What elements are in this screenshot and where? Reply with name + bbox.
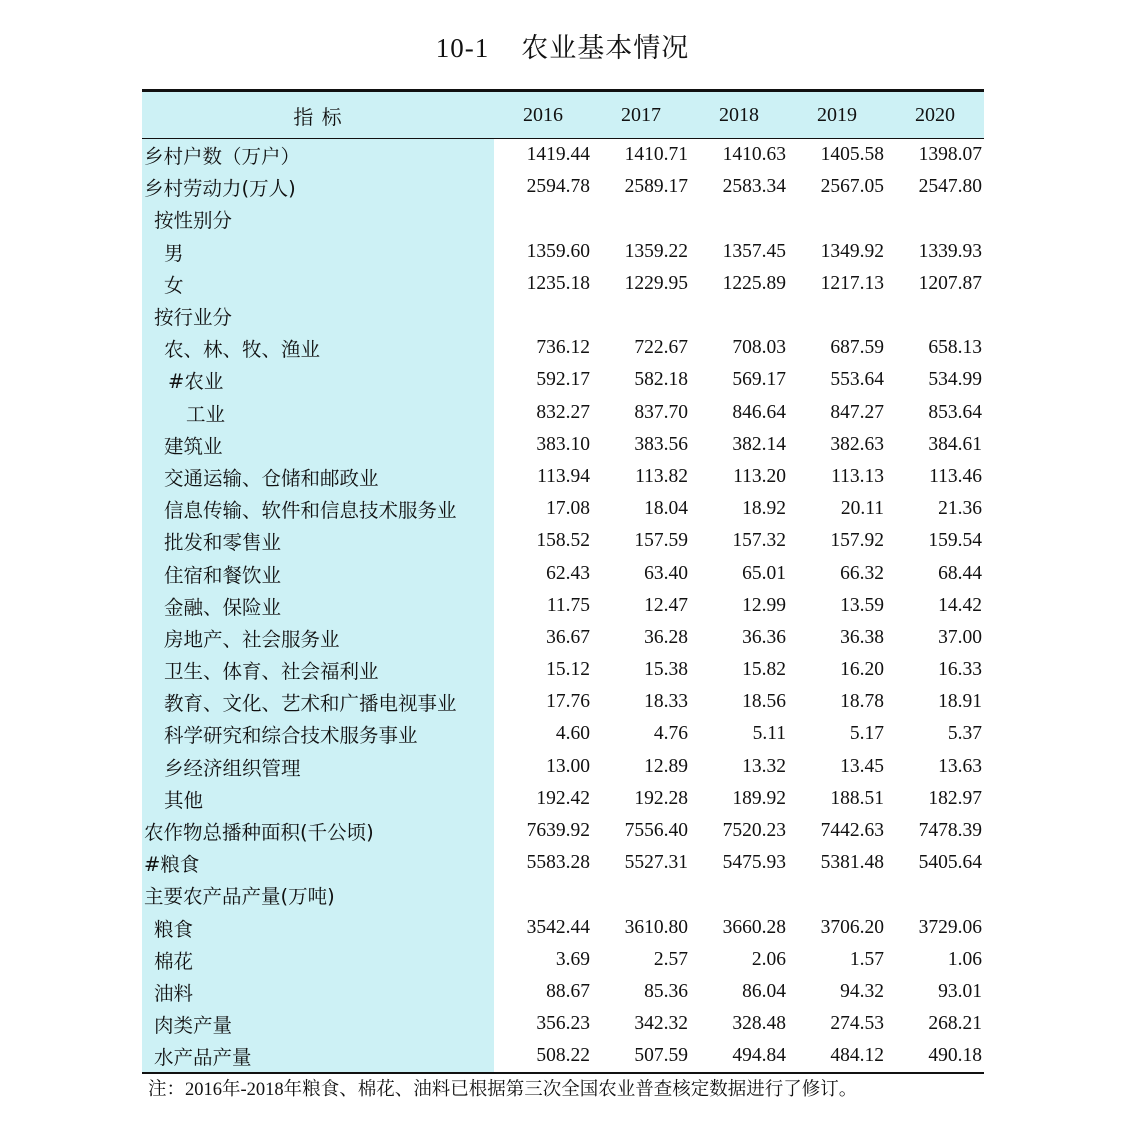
row-values [494, 397, 984, 429]
table-cell: 1.06 [947, 948, 982, 970]
table-cell: 687.59 [830, 337, 884, 359]
page-title [0, 26, 1125, 65]
row-label: #农业 [142, 364, 494, 396]
table-cell: 113.20 [733, 465, 786, 487]
table-cell: 3706.20 [820, 916, 884, 938]
row-label: 建筑业 [142, 429, 494, 461]
row-label: 科学研究和综合技术服务事业 [142, 718, 494, 750]
table-cell: 18.56 [742, 691, 786, 713]
year-header: 2020 [915, 103, 955, 126]
row-label: 棉花 [142, 944, 494, 976]
table-cell: 832.27 [536, 401, 590, 423]
table-cell: 534.99 [928, 369, 982, 391]
table-row [142, 171, 984, 203]
row-label: 女 [142, 268, 494, 300]
table-cell: 1359.60 [526, 240, 590, 262]
table-cell: 188.51 [830, 787, 884, 809]
row-values [494, 429, 984, 461]
table-cell: 113.94 [537, 465, 590, 487]
table-cell: 5527.31 [624, 852, 688, 874]
table-cell: 2547.80 [918, 176, 982, 198]
table-cell: 15.82 [742, 659, 786, 681]
table-cell: 15.38 [644, 659, 688, 681]
row-values [494, 912, 984, 944]
table-cell: 13.59 [840, 594, 884, 616]
table-cell: 384.61 [928, 433, 982, 455]
row-values [494, 783, 984, 815]
table-cell: 7556.40 [624, 820, 688, 842]
table-cell: 268.21 [928, 1013, 982, 1035]
row-values [494, 236, 984, 268]
table-row [142, 654, 984, 686]
table-cell: 86.04 [742, 980, 786, 1002]
row-label: 交通运输、仓储和邮政业 [142, 461, 494, 493]
year-header: 2017 [621, 103, 661, 126]
row-label: 按性别分 [142, 203, 494, 235]
table-cell: 18.04 [644, 498, 688, 520]
table-cell [788, 300, 886, 332]
table-cell: 21.36 [938, 498, 982, 520]
table-cell [494, 879, 592, 911]
table-cell: 16.33 [938, 659, 982, 681]
table-cell: 4.76 [653, 723, 688, 745]
table-cell: 5405.64 [918, 852, 982, 874]
table-row [142, 751, 984, 783]
table-cell: 3.69 [555, 948, 590, 970]
table-cell: 15.12 [546, 659, 590, 681]
row-label: 男 [142, 236, 494, 268]
row-values [494, 622, 984, 654]
table-row [142, 879, 984, 911]
table-cell: 736.12 [536, 337, 590, 359]
table-row [142, 461, 984, 493]
table-cell [592, 300, 690, 332]
footnote-text: 粮食、棉花、油料已根据第三次全国农业普查核定数据进行了修订。 [302, 1079, 858, 1100]
table-cell: 62.43 [546, 562, 590, 584]
table-cell: 88.67 [546, 980, 590, 1002]
row-label: 其他 [142, 783, 494, 815]
row-values [494, 461, 984, 493]
table-cell: 20.11 [840, 498, 884, 520]
table-cell: 17.08 [546, 498, 590, 520]
table-cell: 189.92 [732, 787, 786, 809]
table-cell: 494.84 [732, 1045, 786, 1067]
row-values [494, 364, 984, 396]
table-cell: 36.36 [742, 626, 786, 648]
table-cell: 274.53 [830, 1013, 884, 1035]
table-cell: 36.67 [546, 626, 590, 648]
table-cell: 1419.44 [526, 144, 590, 166]
table-cell: 18.92 [742, 498, 786, 520]
table-cell: 36.28 [644, 626, 688, 648]
table-row [142, 847, 984, 879]
table-cell: 1349.92 [820, 240, 884, 262]
table-row [142, 332, 984, 364]
table-cell: 507.59 [634, 1045, 688, 1067]
row-label: #粮食 [142, 847, 494, 879]
table-cell: 14.42 [938, 594, 982, 616]
table-cell: 5.17 [849, 723, 884, 745]
table-number: 10-1 [435, 33, 490, 63]
row-label: 乡经济组织管理 [142, 751, 494, 783]
table-cell: 16.20 [840, 659, 884, 681]
row-label: 乡村户数（万户） [142, 139, 494, 171]
table-cell: 846.64 [732, 401, 786, 423]
year-header: 2018 [719, 103, 759, 126]
table-cell: 382.63 [830, 433, 884, 455]
table-row [142, 397, 984, 429]
table-title: 农业基本情况 [521, 33, 690, 64]
table-cell: 569.17 [732, 369, 786, 391]
row-values [494, 815, 984, 847]
table-cell: 17.76 [546, 691, 590, 713]
table-row [142, 429, 984, 461]
table-cell: 68.44 [938, 562, 982, 584]
row-values [494, 332, 984, 364]
row-values [494, 268, 984, 300]
row-values [494, 1040, 984, 1072]
table-row [142, 976, 984, 1008]
row-label: 住宿和餐饮业 [142, 557, 494, 589]
row-label: 肉类产量 [142, 1008, 494, 1040]
table-cell: 5381.48 [820, 852, 884, 874]
row-label: 按行业分 [142, 300, 494, 332]
table-cell [788, 203, 886, 235]
table-cell: 36.38 [840, 626, 884, 648]
table-cell: 85.36 [644, 980, 688, 1002]
table-cell: 63.40 [644, 562, 688, 584]
table-cell: 722.67 [634, 337, 688, 359]
table-cell: 5475.93 [722, 852, 786, 874]
row-values [494, 557, 984, 589]
table-cell: 13.00 [546, 755, 590, 777]
table-cell: 847.27 [830, 401, 884, 423]
table-row [142, 944, 984, 976]
row-label: 主要农产品产量(万吨) [142, 879, 494, 911]
table-row [142, 236, 984, 268]
row-label: 房地产、社会服务业 [142, 622, 494, 654]
row-values [494, 976, 984, 1008]
table-cell: 2589.17 [624, 176, 688, 198]
row-values [494, 847, 984, 879]
row-label: 农作物总播种面积(千公顷) [142, 815, 494, 847]
table-cell: 553.64 [830, 369, 884, 391]
table-cell: 158.52 [536, 530, 590, 552]
table-cell: 1217.13 [820, 272, 884, 294]
table-cell: 328.48 [732, 1013, 786, 1035]
table-cell: 7442.63 [820, 820, 884, 842]
table-cell: 182.97 [928, 787, 982, 809]
table-cell: 18.78 [840, 691, 884, 713]
table-cell: 1410.63 [722, 144, 786, 166]
table-cell: 93.01 [938, 980, 982, 1002]
table-cell: 13.63 [938, 755, 982, 777]
table-cell: 658.13 [928, 337, 982, 359]
table-cell [690, 203, 788, 235]
table-cell [494, 300, 592, 332]
table-row [142, 300, 984, 332]
row-label: 金融、保险业 [142, 590, 494, 622]
table-cell [592, 203, 690, 235]
row-label: 乡村劳动力(万人) [142, 171, 494, 203]
table-cell: 113.46 [929, 465, 982, 487]
row-values [494, 654, 984, 686]
row-values [494, 686, 984, 718]
footnote [148, 1075, 857, 1101]
table-cell: 1398.07 [918, 144, 982, 166]
table-cell: 342.32 [634, 1013, 688, 1035]
table-row [142, 557, 984, 589]
table-cell: 5583.28 [526, 852, 590, 874]
table-row [142, 1008, 984, 1040]
table-cell: 382.14 [732, 433, 786, 455]
table-cell: 837.70 [634, 401, 688, 423]
table-cell: 508.22 [536, 1045, 590, 1067]
table-cell: 3542.44 [526, 916, 590, 938]
row-values [494, 590, 984, 622]
table-cell: 65.01 [742, 562, 786, 584]
table-cell: 12.47 [644, 594, 688, 616]
table-cell: 708.03 [732, 337, 786, 359]
table-cell: 1235.18 [526, 272, 590, 294]
table-row [142, 493, 984, 525]
table-cell: 66.32 [840, 562, 884, 584]
row-label: 水产品产量 [142, 1040, 494, 1072]
row-label: 农、林、牧、渔业 [142, 332, 494, 364]
table-cell: 1410.71 [624, 144, 688, 166]
row-values [494, 525, 984, 557]
table-cell: 2567.05 [820, 176, 884, 198]
year-header: 2016 [523, 103, 563, 126]
table-cell: 2583.34 [722, 176, 786, 198]
table-cell: 484.12 [830, 1045, 884, 1067]
table-row [142, 139, 984, 171]
row-label: 教育、文化、艺术和广播电视事业 [142, 686, 494, 718]
row-label: 工业 [142, 397, 494, 429]
table-row [142, 1040, 984, 1072]
table-row [142, 686, 984, 718]
table-header [142, 92, 984, 138]
table-cell: 582.18 [634, 369, 688, 391]
row-values [494, 879, 984, 911]
table-row [142, 912, 984, 944]
table-cell: 7639.92 [526, 820, 590, 842]
table-cell: 4.60 [555, 723, 590, 745]
table-cell [788, 879, 886, 911]
table-cell: 12.89 [644, 755, 688, 777]
table-cell: 356.23 [536, 1013, 590, 1035]
table-cell: 383.10 [536, 433, 590, 455]
table-cell: 18.91 [938, 691, 982, 713]
table-cell: 192.28 [634, 787, 688, 809]
row-values [494, 944, 984, 976]
table-cell: 159.54 [928, 530, 982, 552]
table-cell: 192.42 [536, 787, 590, 809]
row-values [494, 718, 984, 750]
table-cell: 7520.23 [722, 820, 786, 842]
table-cell: 18.33 [644, 691, 688, 713]
table-cell: 1207.87 [918, 272, 982, 294]
table-cell: 37.00 [938, 626, 982, 648]
table-cell [592, 879, 690, 911]
table-row [142, 718, 984, 750]
table-row [142, 525, 984, 557]
table-row [142, 590, 984, 622]
row-label: 信息传输、软件和信息技术服务业 [142, 493, 494, 525]
table-cell [886, 300, 984, 332]
row-values [494, 493, 984, 525]
table-row [142, 783, 984, 815]
table-cell: 3610.80 [624, 916, 688, 938]
table-cell: 13.45 [840, 755, 884, 777]
table-cell: 3660.28 [722, 916, 786, 938]
table-cell [690, 879, 788, 911]
table-cell: 157.92 [830, 530, 884, 552]
table-cell: 113.82 [635, 465, 688, 487]
table-cell: 1357.45 [722, 240, 786, 262]
footnote-prefix: 注： [148, 1079, 186, 1100]
table-cell: 1339.93 [918, 240, 982, 262]
header-label: 指 标 [142, 92, 494, 138]
table-cell: 383.56 [634, 433, 688, 455]
table-cell: 1359.22 [624, 240, 688, 262]
table-cell: 490.18 [928, 1045, 982, 1067]
row-values [494, 1008, 984, 1040]
row-values [494, 300, 984, 332]
row-label: 批发和零售业 [142, 525, 494, 557]
table-cell [886, 203, 984, 235]
table-cell: 1225.89 [722, 272, 786, 294]
table-cell: 11.75 [546, 594, 590, 616]
table-cell: 853.64 [928, 401, 982, 423]
table-cell: 1405.58 [820, 144, 884, 166]
row-label: 卫生、体育、社会福利业 [142, 654, 494, 686]
table-cell: 94.32 [840, 980, 884, 1002]
table-cell: 113.13 [831, 465, 884, 487]
table-row [142, 622, 984, 654]
table-cell: 13.32 [742, 755, 786, 777]
table-body [142, 139, 984, 1072]
table-cell: 157.59 [634, 530, 688, 552]
table-cell: 5.37 [947, 723, 982, 745]
table-row [142, 268, 984, 300]
table-cell: 12.99 [742, 594, 786, 616]
table-cell: 5.11 [752, 723, 786, 745]
table-cell [886, 879, 984, 911]
table-cell: 592.17 [536, 369, 590, 391]
table-cell: 2594.78 [526, 176, 590, 198]
row-values [494, 751, 984, 783]
row-label: 粮食 [142, 912, 494, 944]
data-table [142, 89, 984, 1074]
table-row [142, 364, 984, 396]
year-columns [494, 92, 984, 138]
table-cell [494, 203, 592, 235]
table-cell: 2.06 [751, 948, 786, 970]
table-cell: 1229.95 [624, 272, 688, 294]
row-values [494, 171, 984, 203]
table-cell: 1.57 [849, 948, 884, 970]
table-cell: 7478.39 [918, 820, 982, 842]
row-label: 油料 [142, 976, 494, 1008]
table-cell: 2.57 [653, 948, 688, 970]
table-cell: 157.32 [732, 530, 786, 552]
row-values [494, 203, 984, 235]
year-header: 2019 [817, 103, 857, 126]
row-values [494, 139, 984, 171]
table-row [142, 815, 984, 847]
table-cell [690, 300, 788, 332]
footnote-years: 2016年-2018年 [185, 1080, 303, 1100]
table-row [142, 203, 984, 235]
table-cell: 3729.06 [918, 916, 982, 938]
